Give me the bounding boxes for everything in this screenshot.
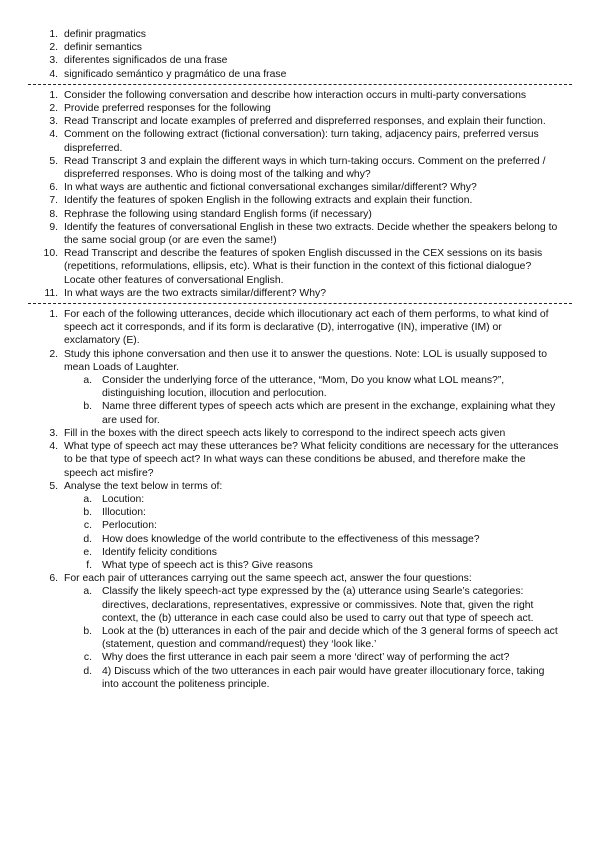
item-number: 11. bbox=[44, 287, 58, 299]
sub-item-text: How does knowledge of the world contribute to the effectiveness of this message? bbox=[102, 533, 480, 545]
item-number: 4. bbox=[49, 68, 58, 80]
list-item bbox=[40, 41, 560, 54]
sub-item-letter: c. bbox=[83, 520, 92, 532]
sub-item-letter: a. bbox=[83, 493, 92, 505]
sub-item-text: Illocution: bbox=[102, 507, 146, 519]
sub-list-item bbox=[64, 651, 560, 664]
item-number: 5. bbox=[49, 155, 58, 167]
list-item bbox=[40, 155, 560, 181]
list-item bbox=[40, 68, 560, 81]
list-item bbox=[40, 247, 560, 287]
list-item bbox=[40, 480, 560, 572]
item-number: 1. bbox=[49, 89, 58, 101]
sub-item-letter: b. bbox=[83, 401, 92, 413]
sub-item-text: Consider the underlying force of the utterance, “Mom, Do you know what LOL means?”, distinguishing locution, illocution and perlocution. bbox=[102, 375, 505, 400]
item-text: Read Transcript and describe the features of spoken English discussed in the CEX sessions on its basis (repetitions, reformulations, ellipsis, etc). What is their function in the context of this fictional dialogue? Locate other features of conversational English. bbox=[64, 248, 543, 286]
item-number: 5. bbox=[49, 480, 58, 492]
item-text: What type of speech act may these utterances be? What felicity conditions are necessary for the utterances to be that type of speech act? In what ways can these conditions be abused, and therefore make the speech act misfire? bbox=[64, 441, 559, 479]
sub-list bbox=[64, 493, 560, 572]
item-text: Fill in the boxes with the direct speech acts likely to correspond to the indirect speech acts given bbox=[64, 427, 506, 439]
conversation-analysis-list bbox=[40, 89, 560, 300]
sub-item-text: Identify felicity conditions bbox=[102, 546, 217, 558]
list-item bbox=[40, 115, 560, 128]
list-item bbox=[40, 54, 560, 67]
item-number: 2. bbox=[49, 348, 58, 360]
sub-item-text: Classify the likely speech-act type expressed by the (a) utterance using Searle’s categories: directives, declarations, representatives, expressive or commissives. Note that, given the right context, the (b) utterance in each case could also be used to carry out that type of speech act. bbox=[102, 586, 534, 624]
item-text: significado semántico y pragmático de una frase bbox=[64, 68, 287, 80]
sub-item-text: Why does the first utterance in each pair seem a more ‘direct’ way of performing the act? bbox=[102, 652, 510, 664]
sub-item-letter: a. bbox=[83, 586, 92, 598]
item-number: 8. bbox=[49, 208, 58, 220]
sub-item-letter: f. bbox=[86, 559, 92, 571]
item-number: 4. bbox=[49, 129, 58, 141]
item-text: In what ways are the two extracts similar/different? Why? bbox=[64, 287, 326, 299]
sub-item-text: 4) Discuss which of the two utterances in each pair would have greater illocutionary force, taking into account the politeness principle. bbox=[102, 665, 545, 690]
item-text: Comment on the following extract (fictional conversation): turn taking, adjacency pairs, preferred versus dispreferred. bbox=[64, 129, 539, 154]
item-text: Consider the following conversation and describe how interaction occurs in multi-party conversations bbox=[64, 89, 527, 101]
section-divider bbox=[28, 303, 572, 305]
item-number: 7. bbox=[49, 195, 58, 207]
list-item bbox=[40, 440, 560, 480]
item-text: definir pragmatics bbox=[64, 29, 147, 40]
sub-list-item bbox=[64, 665, 560, 691]
item-text: diferentes significados de una frase bbox=[64, 55, 228, 67]
pragmatics-semantics-list bbox=[40, 28, 560, 81]
sub-list-item bbox=[64, 585, 560, 625]
item-number: 1. bbox=[49, 29, 58, 40]
item-number: 1. bbox=[49, 309, 58, 321]
sub-list-item bbox=[64, 400, 560, 426]
list-item bbox=[40, 89, 560, 102]
item-number: 3. bbox=[49, 427, 58, 439]
speech-acts-list bbox=[40, 308, 560, 691]
list-item bbox=[40, 208, 560, 221]
item-text: Analyse the text below in terms of: bbox=[64, 480, 223, 492]
list-item bbox=[40, 102, 560, 115]
list-item bbox=[40, 427, 560, 440]
item-text: Identify the features of conversational English in these two extracts. Decide whether the speakers belong to the same social group (or are even the same!) bbox=[64, 221, 558, 247]
sub-item-text: Look at the (b) utterances in each of the pair and decide which of the 3 general forms of speech act (statement, question and command/request) they ‘look like.’ bbox=[102, 625, 558, 651]
item-text: Rephrase the following using standard English forms (if necessary) bbox=[64, 208, 372, 220]
sub-item-letter: b. bbox=[83, 625, 92, 637]
sub-list-item bbox=[64, 506, 560, 519]
item-number: 2. bbox=[49, 42, 58, 54]
sub-list-item bbox=[64, 559, 560, 572]
sub-list-item bbox=[64, 493, 560, 506]
list-item bbox=[40, 572, 560, 691]
item-text: Read Transcript 3 and explain the different ways in which turn-taking occurs. Comment on the preferred / dispreferred responses. Who is doing most of the talking and why? bbox=[64, 155, 546, 181]
sub-item-letter: a. bbox=[83, 375, 92, 387]
sub-item-letter: d. bbox=[83, 533, 92, 545]
item-number: 6. bbox=[49, 182, 58, 194]
item-number: 10. bbox=[43, 248, 58, 260]
list-item bbox=[40, 194, 560, 207]
sub-item-letter: b. bbox=[83, 507, 92, 519]
sub-item-letter: c. bbox=[83, 652, 92, 664]
list-item bbox=[40, 128, 560, 154]
sub-list-item bbox=[64, 546, 560, 559]
item-text: Provide preferred responses for the following bbox=[64, 103, 271, 115]
sub-list bbox=[64, 374, 560, 427]
item-text: For each of the following utterances, decide which illocutionary act each of them performs, to what kind of speech act it corresponds, and if its form is declarative (D), interrogative (IN), imperative (IM) or exclamatory (E). bbox=[64, 309, 549, 347]
sub-item-letter: d. bbox=[83, 665, 92, 677]
list-item bbox=[40, 181, 560, 194]
list-item bbox=[40, 221, 560, 247]
sub-item-text: Perlocution: bbox=[102, 520, 157, 532]
sub-item-text: Name three different types of speech acts which are present in the exchange, explaining what they are used for. bbox=[102, 401, 556, 426]
sub-list-item bbox=[64, 519, 560, 532]
item-text: Study this iphone conversation and then use it to answer the questions. Note: LOL is usually supposed to mean Loads of Laughter. bbox=[64, 348, 548, 373]
item-text: Identify the features of spoken English in the following extracts and explain their function. bbox=[64, 195, 473, 207]
item-number: 2. bbox=[49, 103, 58, 115]
item-text: definir semantics bbox=[64, 42, 142, 54]
sub-item-text: Locution: bbox=[102, 493, 145, 505]
item-number: 3. bbox=[49, 116, 58, 128]
item-text: In what ways are authentic and fictional conversational exchanges similar/different? Why? bbox=[64, 182, 477, 194]
list-item bbox=[40, 348, 560, 427]
item-text: Read Transcript and locate examples of preferred and dispreferred responses, and explain their function. bbox=[64, 116, 546, 128]
section-divider bbox=[28, 84, 572, 86]
sub-item-text: What type of speech act is this? Give reasons bbox=[102, 559, 313, 571]
sub-list-item bbox=[64, 533, 560, 546]
list-item bbox=[40, 28, 560, 41]
item-text: For each pair of utterances carrying out the same speech act, answer the four questions: bbox=[64, 573, 472, 585]
list-item bbox=[40, 287, 560, 300]
sub-list-item bbox=[64, 625, 560, 651]
item-number: 6. bbox=[49, 573, 58, 585]
item-number: 4. bbox=[49, 441, 58, 453]
list-item bbox=[40, 308, 560, 348]
item-number: 9. bbox=[49, 221, 58, 233]
sub-list-item bbox=[64, 374, 560, 400]
sub-list bbox=[64, 585, 560, 691]
sub-item-letter: e. bbox=[83, 546, 92, 558]
item-number: 3. bbox=[49, 55, 58, 67]
